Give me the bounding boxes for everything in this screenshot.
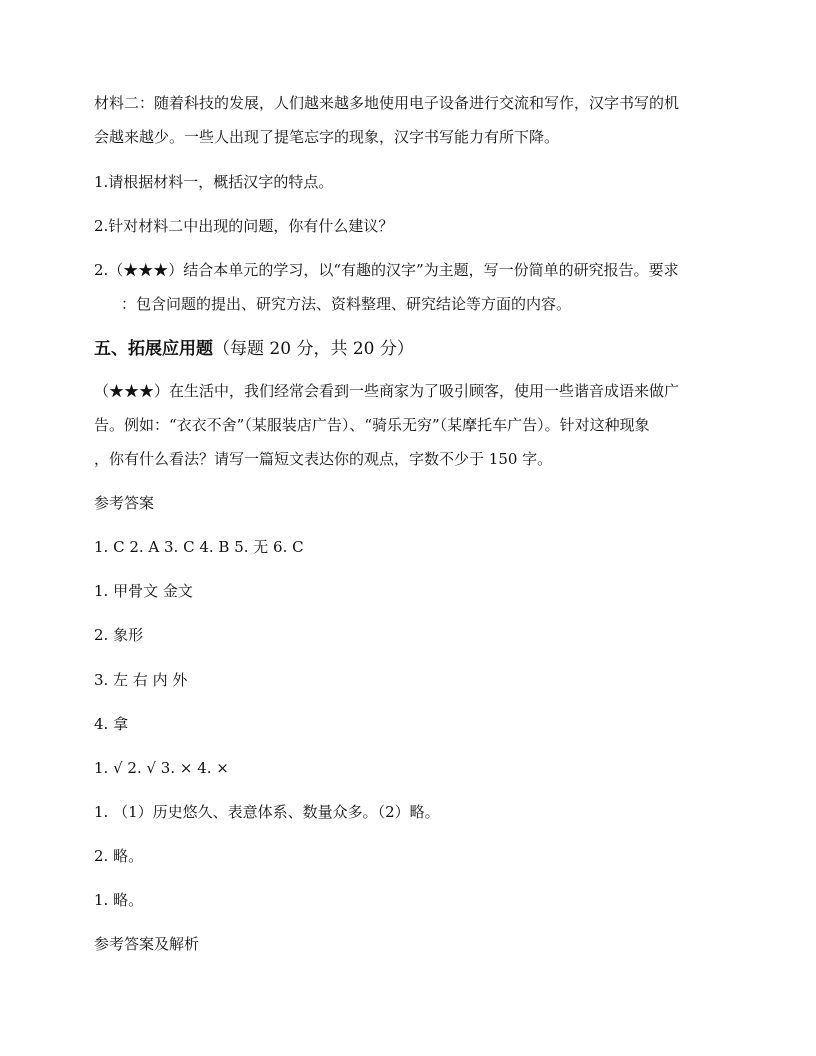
- section-five-line-1: （★★★）在生活中，我们经常会看到一些商家为了吸引顾客，使用一些谐音成语来做广: [94, 382, 680, 400]
- answers-analysis-heading: 参考答案及解析: [94, 935, 200, 953]
- section-five-line-2: 告。例如：“衣衣不舍”（某服装店广告）、“骑乐无穷”（某摩托车广告）。针对这种现象: [94, 416, 650, 434]
- question-research-report-line-1: 2.（★★★）结合本单元的学习，以“有趣的汉字”为主题，写一份简单的研究报告。要求: [94, 261, 679, 279]
- answer-item: 2. 略。: [94, 847, 144, 865]
- question-suggestion: 2.针对材料二中出现的问题，你有什么建议？: [94, 217, 394, 235]
- answer-item: 1. 略。: [94, 891, 144, 909]
- question-summarize-features: 1.请根据材料一，概括汉字的特点。: [94, 173, 334, 191]
- question-research-report-line-2: ：包含问题的提出、研究方法、资料整理、研究结论等方面的内容。: [121, 295, 572, 313]
- answer-item: 4. 拿: [94, 715, 129, 733]
- section-five-line-3: ，你有什么看法？请写一篇短文表达你的观点，字数不少于 150 字。: [94, 450, 553, 468]
- section-five-score: （每题 20 分，共 20 分）: [213, 339, 414, 359]
- answer-item: 1. （1）历史悠久、表意体系、数量众多。（2）略。: [94, 803, 440, 821]
- material-two-line-1: 材料二：随着科技的发展，人们越来越多地使用电子设备进行交流和写作，汉字书写的机: [94, 94, 680, 112]
- answer-item: 1. √ 2. √ 3. × 4. ×: [94, 759, 229, 777]
- material-two-line-2: 会越来越少。一些人出现了提笔忘字的现象，汉字书写能力有所下降。: [94, 128, 560, 146]
- answer-item: 1. 甲骨文 金文: [94, 582, 193, 600]
- answers-heading: 参考答案: [94, 494, 155, 512]
- answer-item: 3. 左 右 内 外: [94, 671, 188, 689]
- section-five-heading: [94, 338, 414, 360]
- answer-item: 1. C 2. A 3. C 4. B 5. 无 6. C: [94, 538, 304, 556]
- section-five-title: 五、拓展应用题: [94, 339, 213, 359]
- answer-item: 2. 象形: [94, 626, 144, 644]
